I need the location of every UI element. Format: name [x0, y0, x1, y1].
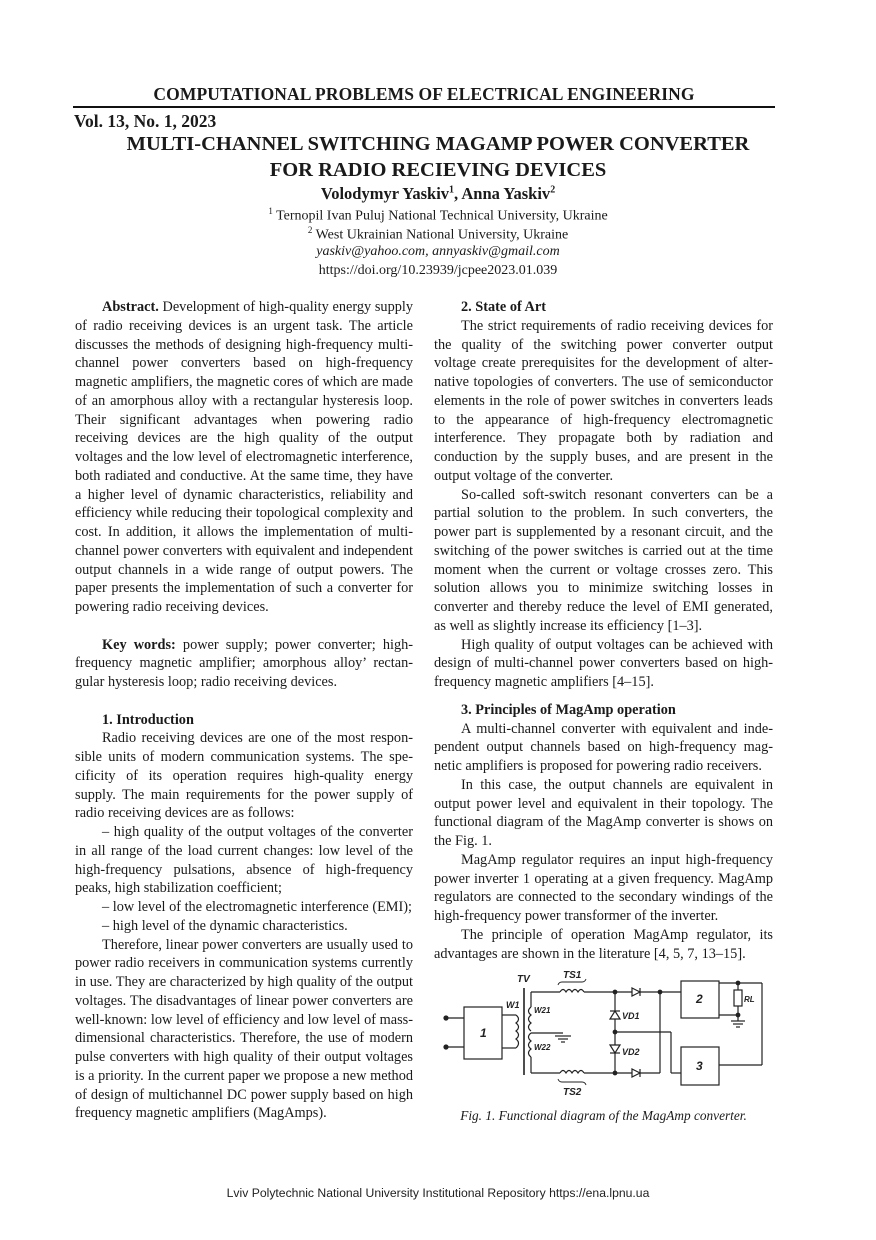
bullet-item: – high level of the dynamic characteristics.	[102, 917, 348, 934]
primary-winding-icon	[516, 1015, 519, 1048]
paper-title	[73, 131, 803, 183]
author-emails[interactable]: yaskiv@yahoo.com, annyaskiv@gmail.com	[316, 244, 560, 259]
volume-info: Vol. 13, No. 1, 2023	[74, 111, 217, 131]
section-heading-state-of-art: 2. State of Art	[461, 299, 546, 315]
right-column	[434, 298, 773, 963]
label-vd1: VD1	[622, 1011, 640, 1021]
load-resistor-icon	[734, 990, 742, 1006]
bullet-item: – low level of the electromagnetic interference (EMI);	[102, 899, 413, 915]
paragraph: The strict requirements of radio receiving devices for the quality of the switching power converter output voltage create prerequisites for the development of alternative topologies of converters. The use of semiconductor elements in the role of power switches in converters leads to the appearance of high-frequency electromagnetic interference. They propagate both by radiation and conduction by the supply buses, and are present in the output voltage of the converter.	[434, 317, 773, 484]
paper-title-line-1: MULTI-CHANNEL SWITCHING MAGAMP POWER CONVERTER	[126, 133, 750, 155]
author-name: Anna Yaskiv	[461, 184, 551, 203]
author-name: Volodymyr Yaskiv	[320, 184, 450, 203]
label-ts1: TS1	[563, 970, 582, 981]
paragraph: Therefore, linear power converters are usually used to power radio receivers in communication systems currently in use. They are characterized by high quality of the output voltages. The disadvantages of linear power converters are well-known: low level of efficiency and low level of mass-dimensional characteristics. Therefore, the use of modern pulse converters with high quality of their output voltages is a priority. In the current paper we propose a new method of design of multichannel DC power supply based on high frequency magnetic amplifiers (MagAmps).	[75, 936, 413, 1122]
paper-title-line-2: FOR RADIO RECIEVING DEVICES	[269, 159, 607, 181]
doi-link[interactable]: https://doi.org/10.23939/jcpee2023.01.039	[318, 263, 558, 278]
journal-title: COMPUTATIONAL PROBLEMS OF ELECTRICAL ENGINEERING	[153, 84, 695, 104]
author-sup: 1	[449, 184, 455, 196]
keywords-text: power supply; power converter; high-frequency magnetic amplifier; amorphous alloy’ rectangular hysteresis loop; radio receiving devices.	[75, 636, 413, 690]
affiliation-sup: 2	[307, 225, 313, 235]
paragraph: High quality of output voltages can be achieved with design of multi-channel power converters based on high-frequency magnetic amplifiers [4–15].	[434, 636, 773, 690]
bullet-item: – high quality of the output voltages of the converter in all range of the load current changes: low level of the high-frequency pulsations, absence of high-frequency peaks, high stabilization coefficient;	[75, 824, 413, 897]
abstract-label: Abstract.	[102, 299, 159, 315]
diode-vd2-icon	[610, 1045, 620, 1053]
author-sup: 2	[550, 184, 556, 196]
secondary-winding-w21-icon	[529, 1007, 532, 1031]
keywords	[75, 636, 413, 692]
magamp-ts1-icon	[560, 990, 584, 993]
diode-vd1-icon	[610, 1011, 620, 1019]
magamp-ts2-icon	[560, 1071, 584, 1074]
affiliation-text: West Ukrainian National University, Ukraine	[315, 227, 569, 243]
figure-1-circuit-diagram	[435, 965, 775, 1100]
label-w22: W22	[534, 1043, 551, 1052]
paragraph: MagAmp regulator requires an input high-frequency power inverter 1 operating at a given frequency. MagAmp regulators are connected to the secondary windings of the high-frequency power transformer of the inverter.	[434, 851, 773, 924]
affiliation-1	[73, 206, 803, 225]
label-ts2: TS2	[563, 1087, 582, 1098]
label-vd2: VD2	[622, 1047, 640, 1057]
label-w21: W21	[534, 1006, 551, 1015]
section-heading-principles: 3. Principles of MagAmp operation	[461, 701, 676, 718]
paragraph: In this case, the output channels are equivalent in output power level and equivalent in their topology. The functional diagram of the MagAmp converter is shows on the Fig. 1.	[434, 776, 773, 849]
label-w1: W1	[506, 1000, 520, 1010]
affiliation-text: Ternopil Ivan Puluj National Technical University, Ukraine	[276, 208, 608, 224]
abstract-text: Development of high-quality energy supply of radio receiving devices is an urgent task. The article discusses the methods of designing high-frequency multi-channel power converters based on high-frequency magnetic amplifiers, the magnetic cores of which are made of an amorphous alloy with a rectangular hysteresis loop. Their significant advantages when powering radio receiving devices are the high quality of the output voltages and the low level of electromagnetic interference, both radiated and conductive. At the same time, they have a higher level of dynamic characteristics, reliability and efficiency while reducing their topological complexity and cost. In addition, it allows the implementation of multi-channel power converters with equivalent and independent output channels in a wide range of output powers. The paper presents the implementation of such a converter for powering radio receiving devices.	[75, 299, 413, 615]
label-block-2: 2	[696, 992, 703, 1006]
section-heading-introduction: 1. Introduction	[102, 711, 194, 728]
label-block-3: 3	[696, 1059, 703, 1073]
label-block-1: 1	[480, 1026, 487, 1040]
output-diode-top-icon	[632, 988, 640, 996]
affiliation-sup: 1	[268, 206, 273, 216]
paragraph: Radio receiving devices are one of the most responsible units of modern communication systems. The specificity of its operation requires high-quality energy supply. The main requirements for the power supply of radio receiving devices are as follows:	[75, 730, 413, 822]
affiliation-2	[73, 225, 803, 244]
figure-caption: Fig. 1. Functional diagram of the MagAmp converter.	[460, 1108, 747, 1123]
abstract	[75, 298, 413, 617]
paragraph: So-called soft-switch resonant converters can be a partial solution to the problem. In such converters, the power part is supplemented by a resonant circuit, and the switching of the power switches is carried out at the time moment when the current or voltage crosses zero. This solution allows you to minimize switching losses in converter and thereby reduce the level of EMI generated, as well as slightly increase its efficiency [1–3].	[434, 486, 773, 634]
secondary-winding-w22-icon	[529, 1033, 532, 1057]
left-column	[75, 298, 413, 1123]
paragraph: A multi-channel converter with equivalent and independent output channels based on high-frequency magnetic amplifiers is proposed for powering radio receivers.	[434, 720, 773, 774]
header-rule	[73, 106, 775, 108]
authors	[73, 184, 803, 204]
label-tv: TV	[517, 974, 530, 985]
output-diode-bottom-icon	[632, 1069, 640, 1077]
keywords-label: Key words:	[102, 636, 176, 653]
paragraph: The principle of operation MagAmp regulator, its advantages are shown in the literature [4, 5, 7, 13–15].	[434, 926, 773, 962]
label-rl: RL	[744, 995, 755, 1004]
repository-footer: Lviv Polytechnic National University Institutional Repository https://ena.lpnu.ua	[226, 1186, 650, 1200]
magamp-circuit-svg	[435, 965, 775, 1100]
author-separator: ,	[454, 184, 462, 203]
